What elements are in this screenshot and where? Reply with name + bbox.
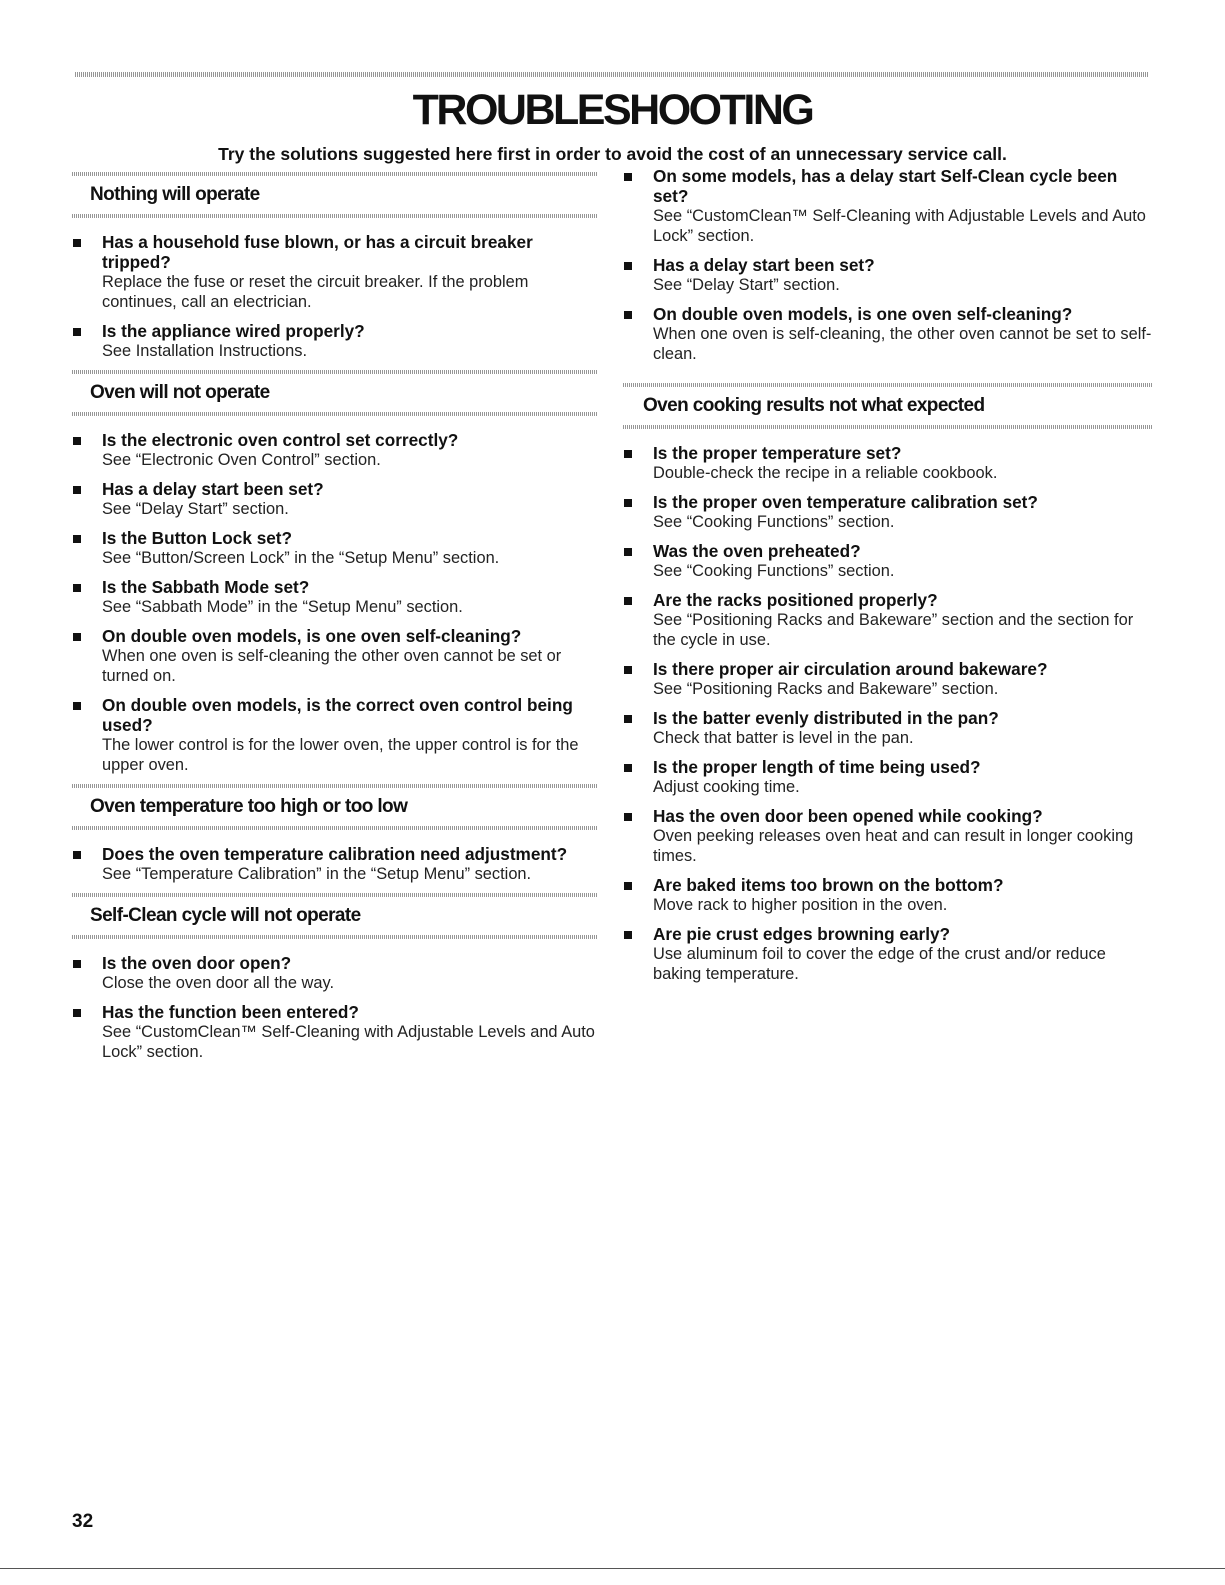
problem-question: Is the proper temperature set? (653, 443, 902, 463)
solution-text: See “Delay Start” section. (653, 276, 840, 294)
left-column (72, 172, 597, 1071)
bullet-icon (73, 851, 81, 859)
troubleshooting-item (623, 659, 1153, 699)
bullet-icon (73, 535, 81, 543)
bullet-icon (624, 311, 632, 319)
problem-question: Was the oven preheated? (653, 541, 861, 561)
troubleshooting-item (72, 528, 597, 568)
problem-question: On some models, has a delay start Self-Clean cycle been set? (653, 166, 1118, 206)
bullet-icon (73, 960, 81, 968)
solution-text: Oven peeking releases oven heat and can result in longer cooking times. (653, 827, 1134, 865)
column-spacer (623, 373, 1153, 383)
solution-text: When one oven is self-cleaning, the other oven cannot be set to self-clean. (653, 325, 1152, 363)
problem-question: Is the Sabbath Mode set? (102, 577, 310, 597)
solution-text: Check that batter is level in the pan. (653, 729, 914, 747)
solution-text: See “CustomClean™ Self-Cleaning with Adjustable Levels and Auto Lock” section. (653, 207, 1146, 245)
section-title: Oven will not operate (90, 382, 270, 403)
troubleshooting-item (72, 695, 597, 775)
section-divider-bottom (72, 826, 597, 830)
troubleshooting-item (623, 875, 1153, 915)
bullet-icon (624, 548, 632, 556)
section-title: Nothing will operate (90, 184, 260, 205)
solution-text: Close the oven door all the way. (102, 974, 335, 992)
solution-text: When one oven is self-cleaning the other oven cannot be set or turned on. (102, 647, 562, 685)
section-divider-top (72, 893, 597, 897)
bullet-icon (624, 666, 632, 674)
section-title: Oven cooking results not what expected (643, 395, 985, 416)
solution-text: Replace the fuse or reset the circuit breaker. If the problem continues, call an electrician. (102, 273, 529, 311)
problem-question: Is the proper length of time being used? (653, 757, 981, 777)
bullet-icon (624, 764, 632, 772)
bullet-icon (624, 173, 632, 181)
troubleshooting-item (623, 806, 1153, 866)
bullet-icon (624, 597, 632, 605)
solution-text: Move rack to higher position in the oven. (653, 896, 948, 914)
problem-question: Has a delay start been set? (653, 255, 875, 275)
solution-text: Adjust cooking time. (653, 778, 800, 796)
problem-question: Are baked items too brown on the bottom? (653, 875, 1004, 895)
problem-question: Is the Button Lock set? (102, 528, 293, 548)
section-divider-bottom (72, 412, 597, 416)
solution-text: See Installation Instructions. (102, 342, 307, 360)
troubleshooting-item (72, 626, 597, 686)
troubleshooting-item (623, 541, 1153, 581)
troubleshooting-item (72, 577, 597, 617)
section-divider-bottom (623, 425, 1153, 429)
right-column (623, 166, 1153, 993)
page-subtitle: Try the solutions suggested here first in order to avoid the cost of an unnecessary service call. (218, 144, 1007, 164)
problem-question: Is the appliance wired properly? (102, 321, 365, 341)
bullet-icon (73, 584, 81, 592)
troubleshooting-section (72, 370, 597, 775)
solution-text: See “Electronic Oven Control” section. (102, 451, 381, 469)
problem-question: Is there proper air circulation around bakeware? (653, 659, 1048, 679)
section-divider-bottom (72, 935, 597, 939)
problem-question: Has a delay start been set? (102, 479, 324, 499)
troubleshooting-section (72, 784, 597, 884)
solution-text: See “Delay Start” section. (102, 500, 289, 518)
section-header (623, 383, 1153, 429)
section-divider-top (623, 383, 1153, 387)
problem-question: Is the oven door open? (102, 953, 292, 973)
bullet-icon (73, 633, 81, 641)
section-header (72, 784, 597, 830)
bullet-icon (73, 486, 81, 494)
section-title: Self-Clean cycle will not operate (90, 905, 361, 926)
bullet-icon (624, 499, 632, 507)
section-divider-bottom (72, 214, 597, 218)
troubleshooting-item (623, 924, 1153, 984)
troubleshooting-item (623, 757, 1153, 797)
bullet-icon (73, 328, 81, 336)
top-divider (75, 72, 1148, 77)
problem-question: Is the electronic oven control set correctly? (102, 430, 459, 450)
troubleshooting-item (72, 844, 597, 884)
problem-question: Has a household fuse blown, or has a circuit breaker tripped? (102, 232, 533, 272)
problem-question: Does the oven temperature calibration need adjustment? (102, 844, 568, 864)
problem-question: Has the oven door been opened while cooking? (653, 806, 1043, 826)
troubleshooting-item (623, 166, 1153, 246)
troubleshooting-section (72, 893, 597, 1062)
solution-text: The lower control is for the lower oven, the upper control is for the upper oven. (102, 736, 579, 774)
page-title: TROUBLESHOOTING (412, 86, 813, 134)
problem-question: Is the batter evenly distributed in the pan? (653, 708, 999, 728)
section-divider-top (72, 370, 597, 374)
problem-question: Are the racks positioned properly? (653, 590, 938, 610)
troubleshooting-item (623, 443, 1153, 483)
solution-text: See “Cooking Functions” section. (653, 562, 895, 580)
solution-text: See “CustomClean™ Self-Cleaning with Adjustable Levels and Auto Lock” section. (102, 1023, 595, 1061)
troubleshooting-section (623, 383, 1153, 984)
continued-items (623, 166, 1153, 364)
problem-question: Has the function been entered? (102, 1002, 359, 1022)
bullet-icon (624, 715, 632, 723)
problem-question: On double oven models, is one oven self-cleaning? (102, 626, 522, 646)
troubleshooting-item (72, 321, 597, 361)
troubleshooting-section (72, 172, 597, 361)
section-divider-top (72, 172, 597, 176)
section-header (72, 370, 597, 416)
bullet-icon (624, 931, 632, 939)
solution-text: Double-check the recipe in a reliable cookbook. (653, 464, 998, 482)
troubleshooting-item (72, 232, 597, 312)
bullet-icon (73, 1009, 81, 1017)
bullet-icon (624, 262, 632, 270)
bullet-icon (624, 882, 632, 890)
solution-text: See “Button/Screen Lock” in the “Setup Menu” section. (102, 549, 500, 567)
bullet-icon (624, 813, 632, 821)
solution-text: See “Positioning Racks and Bakeware” section and the section for the cycle in use. (653, 611, 1134, 649)
bullet-icon (73, 239, 81, 247)
solution-text: See “Temperature Calibration” in the “Setup Menu” section. (102, 865, 532, 883)
section-header (72, 172, 597, 218)
bullet-icon (73, 437, 81, 445)
troubleshooting-item (623, 492, 1153, 532)
bullet-icon (624, 450, 632, 458)
problem-question: On double oven models, is the correct oven control being used? (102, 695, 573, 735)
section-divider-top (72, 784, 597, 788)
bottom-divider (0, 1568, 1225, 1569)
problem-question: On double oven models, is one oven self-cleaning? (653, 304, 1073, 324)
troubleshooting-item (623, 590, 1153, 650)
section-header (72, 893, 597, 939)
troubleshooting-item (623, 255, 1153, 295)
troubleshooting-item (623, 708, 1153, 748)
troubleshooting-item (72, 430, 597, 470)
solution-text: Use aluminum foil to cover the edge of the crust and/or reduce baking temperature. (653, 945, 1106, 983)
problem-question: Are pie crust edges browning early? (653, 924, 951, 944)
bullet-icon (73, 702, 81, 710)
solution-text: See “Cooking Functions” section. (653, 513, 895, 531)
troubleshooting-item (623, 304, 1153, 364)
section-title: Oven temperature too high or too low (90, 796, 408, 817)
solution-text: See “Positioning Racks and Bakeware” section. (653, 680, 999, 698)
troubleshooting-item (72, 479, 597, 519)
page-number: 32 (72, 1511, 94, 1532)
troubleshooting-item (72, 1002, 597, 1062)
solution-text: See “Sabbath Mode” in the “Setup Menu” section. (102, 598, 463, 616)
troubleshooting-item (72, 953, 597, 993)
problem-question: Is the proper oven temperature calibration set? (653, 492, 1038, 512)
